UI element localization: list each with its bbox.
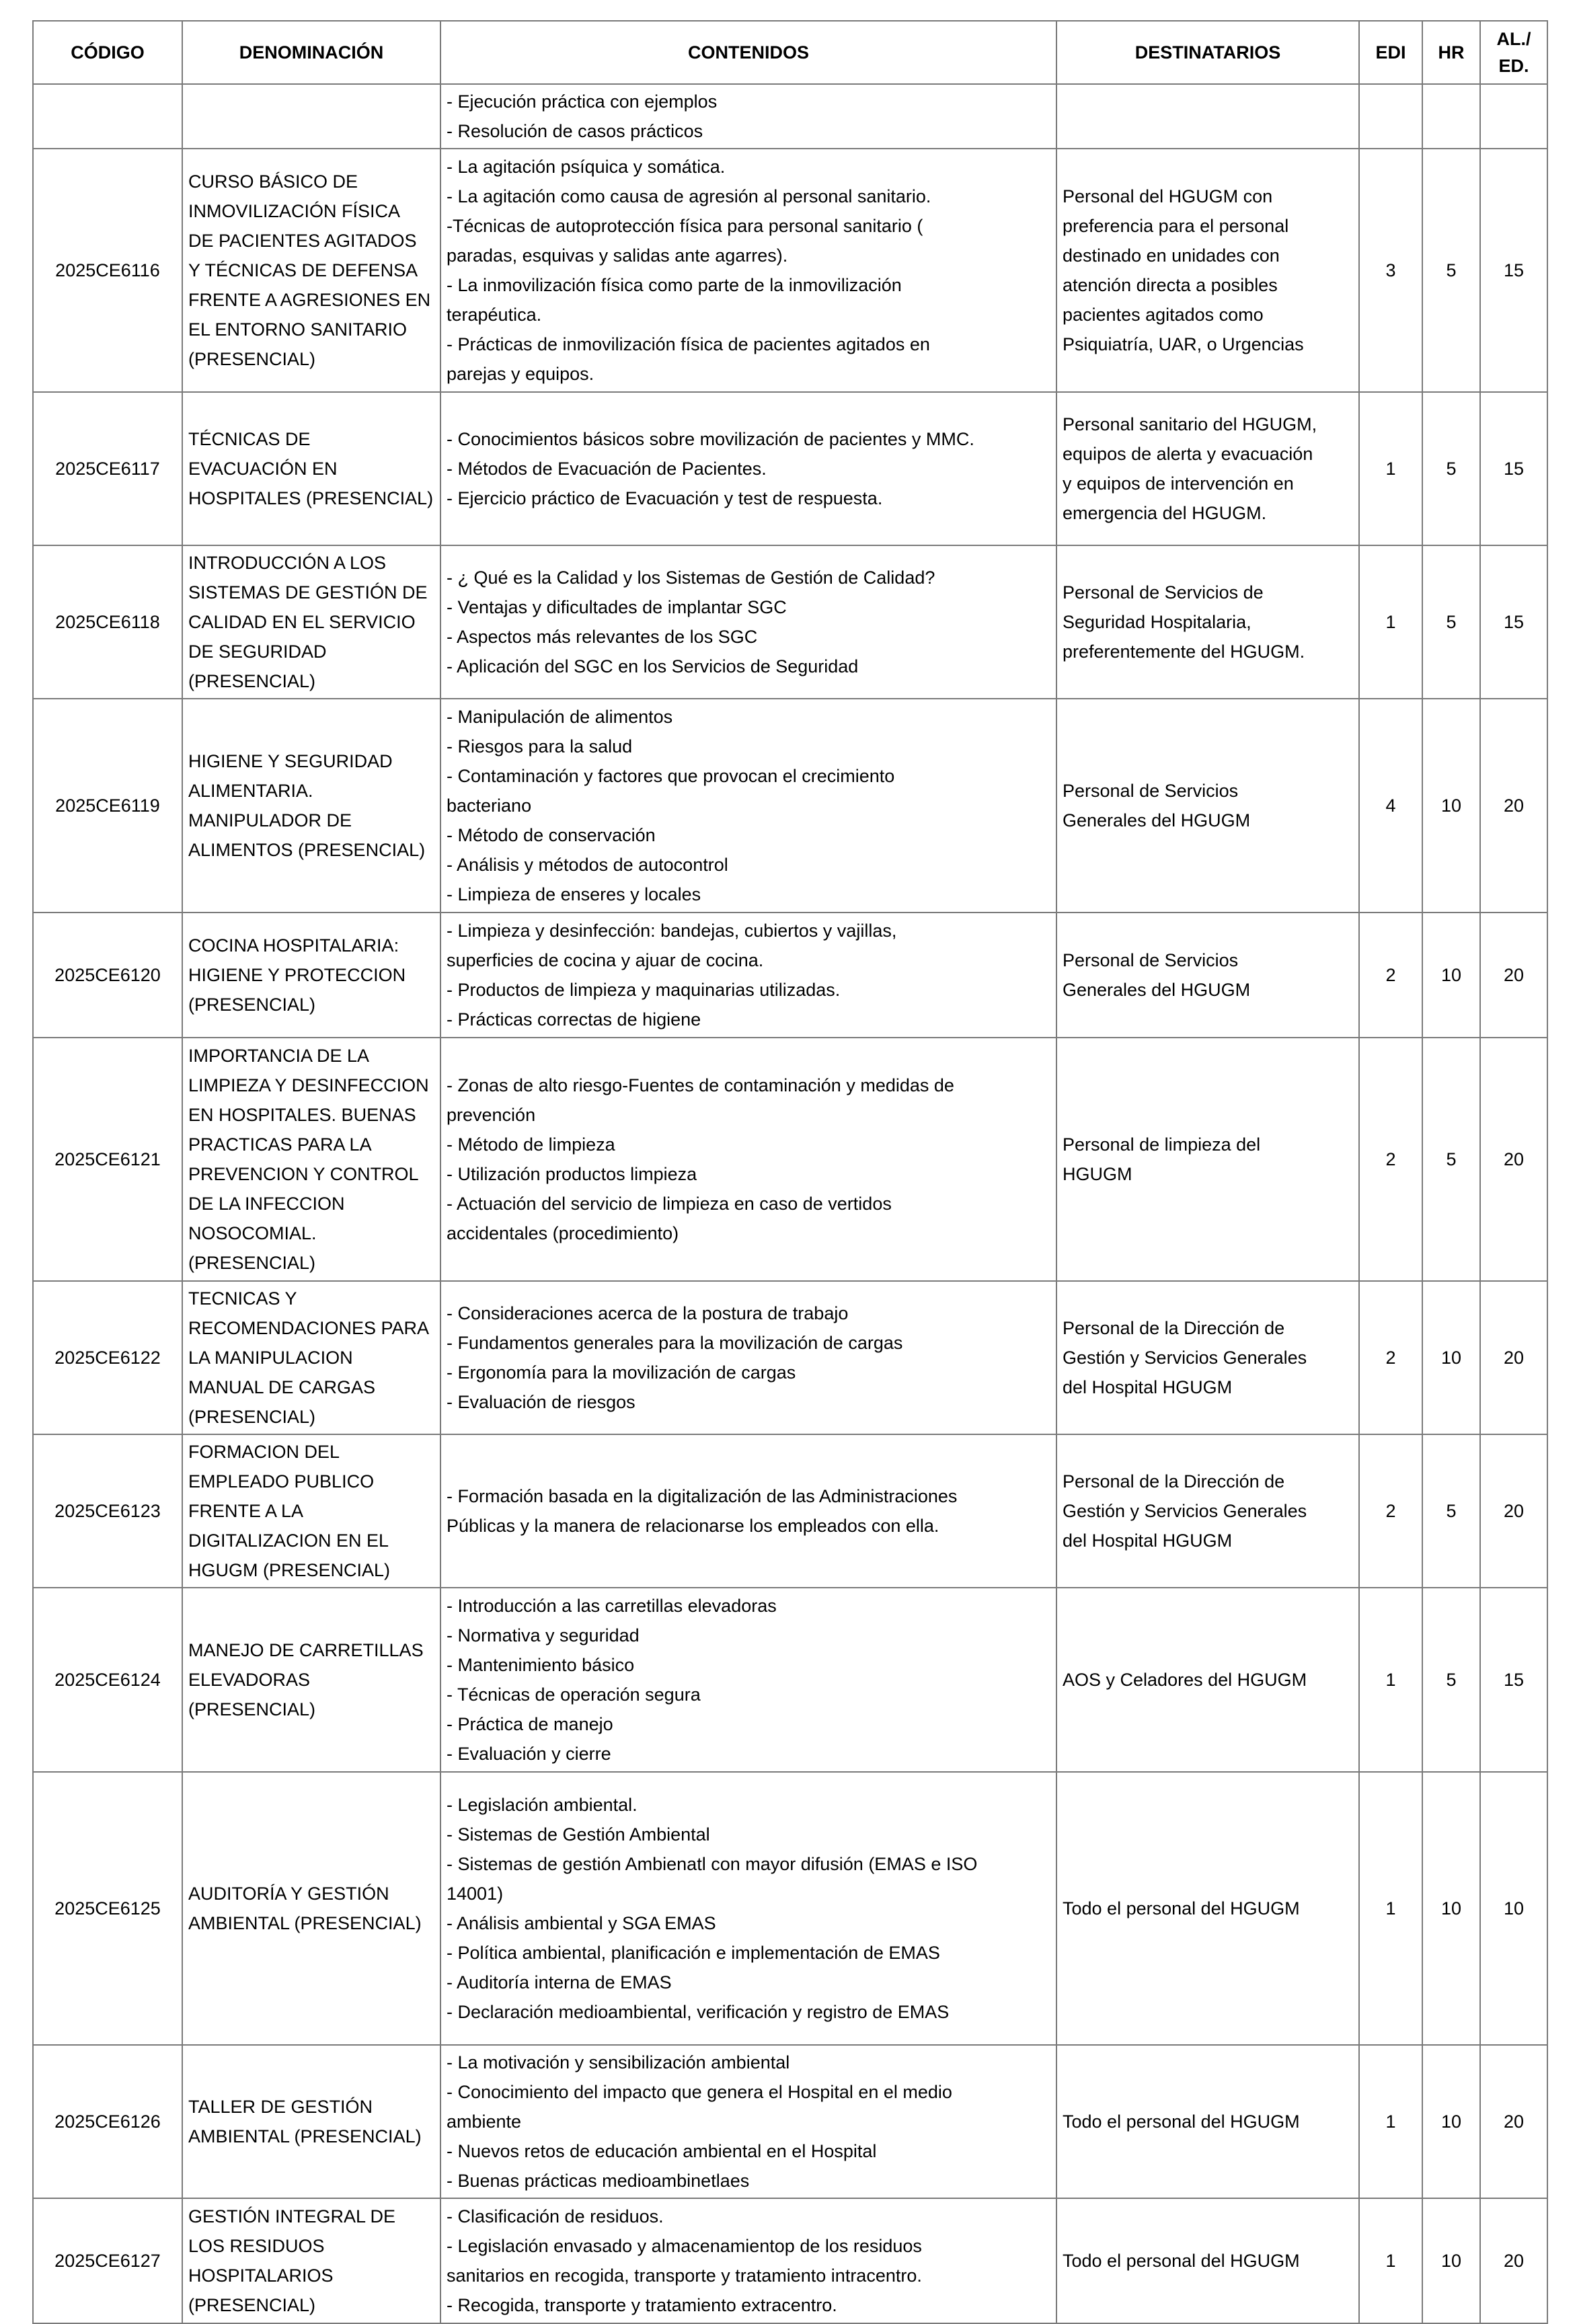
name-line: AUDITORÍA Y GESTIÓN <box>188 1884 389 1904</box>
name-line: (PRESENCIAL) <box>188 995 316 1015</box>
header-hr: HR <box>1422 21 1480 84</box>
name-line: AMBIENTAL (PRESENCIAL) <box>188 2126 422 2146</box>
cell-recipients <box>1056 1038 1359 1281</box>
content-line: - Formación basada en la digitalización de las Administraciones <box>447 1486 958 1506</box>
name-line: EN HOSPITALES. BUENAS <box>188 1105 416 1125</box>
name-line: LOS RESIDUOS <box>188 2236 325 2256</box>
cell-contents <box>440 1281 1056 1434</box>
content-line: - Análisis y métodos de autocontrol <box>447 855 728 875</box>
cell-contents <box>440 84 1056 149</box>
cell-al: 20 <box>1480 2198 1547 2323</box>
cell-al: 20 <box>1480 1038 1547 1281</box>
content-line: - Método de limpieza <box>447 1134 615 1155</box>
cell-hr: 10 <box>1422 699 1480 913</box>
cell-code: 2025CE6126 <box>33 2045 182 2198</box>
name-line: HIGIENE Y PROTECCION <box>188 965 406 985</box>
cell-contents <box>440 2045 1056 2198</box>
content-line: - Prácticas de inmovilización física de pacientes agitados en <box>447 334 930 354</box>
name-line: FORMACION DEL <box>188 1442 340 1462</box>
content-line: superficies de cocina y ajuar de cocina. <box>447 950 764 970</box>
header-recipients: DESTINATARIOS <box>1056 21 1359 84</box>
recipient-line: Todo el personal del HGUGM <box>1063 2112 1300 2132</box>
table-row <box>33 699 1547 913</box>
content-line: - Zonas de alto riesgo-Fuentes de contaminación y medidas de <box>447 1075 954 1095</box>
content-line: - Aplicación del SGC en los Servicios de Seguridad <box>447 656 859 676</box>
content-line: - Política ambiental, planificación e implementación de EMAS <box>447 1943 940 1963</box>
cell-contents <box>440 1772 1056 2045</box>
recipient-line: Generales del HGUGM <box>1063 810 1251 830</box>
cell-edi: 2 <box>1359 913 1422 1038</box>
name-line: FRENTE A LA <box>188 1501 304 1521</box>
content-line: - Ejecución práctica con ejemplos <box>447 91 718 112</box>
name-line: RECOMENDACIONES PARA <box>188 1318 430 1338</box>
recipient-line: y equipos de intervención en <box>1063 473 1294 494</box>
name-line: COCINA HOSPITALARIA: <box>188 935 399 956</box>
cell-hr: 10 <box>1422 2198 1480 2323</box>
recipient-line: Seguridad Hospitalaria, <box>1063 612 1251 632</box>
recipient-line: del Hospital HGUGM <box>1063 1531 1233 1551</box>
header-contents: CONTENIDOS <box>440 21 1056 84</box>
header-name: DENOMINACIÓN <box>182 21 440 84</box>
recipient-line: del Hospital HGUGM <box>1063 1377 1233 1397</box>
table-row <box>33 392 1547 545</box>
content-line: parejas y equipos. <box>447 364 594 384</box>
content-line: - Conocimiento del impacto que genera el Hospital en el medio <box>447 2082 952 2102</box>
content-line: accidentales (procedimiento) <box>447 1223 679 1243</box>
name-line: TÉCNICAS DE <box>188 429 311 449</box>
cell-hr: 5 <box>1422 1434 1480 1588</box>
cell-al: 15 <box>1480 545 1547 699</box>
content-line: - La agitación como causa de agresión al personal sanitario. <box>447 186 931 206</box>
content-line: - ¿ Qué es la Calidad y los Sistemas de Gestión de Calidad? <box>447 568 935 588</box>
name-line: CALIDAD EN EL SERVICIO <box>188 612 416 632</box>
table-row <box>33 149 1547 392</box>
cell-code: 2025CE6122 <box>33 1281 182 1434</box>
cell-edi: 2 <box>1359 1434 1422 1588</box>
name-line: (PRESENCIAL) <box>188 349 316 369</box>
content-line: - La motivación y sensibilización ambiental <box>447 2052 790 2073</box>
content-line: - Evaluación y cierre <box>447 1744 611 1764</box>
cell-al <box>1480 84 1547 149</box>
content-line: - Productos de limpieza y maquinarias utilizadas. <box>447 980 841 1000</box>
name-line: AMBIENTAL (PRESENCIAL) <box>188 1913 422 1933</box>
recipient-line: Personal de Servicios <box>1063 950 1239 970</box>
name-line: ALIMENTARIA. <box>188 781 313 801</box>
cell-recipients <box>1056 392 1359 545</box>
cell-al: 15 <box>1480 392 1547 545</box>
cell-name <box>182 699 440 913</box>
content-line: - Limpieza y desinfección: bandejas, cubiertos y vajillas, <box>447 921 897 941</box>
content-line: ambiente <box>447 2112 522 2132</box>
header-edi: EDI <box>1359 21 1422 84</box>
content-line: - Ventajas y dificultades de implantar SGC <box>447 597 787 617</box>
content-line: - Declaración medioambiental, verificación y registro de EMAS <box>447 2002 950 2022</box>
cell-contents <box>440 2198 1056 2323</box>
content-line: - Recogida, transporte y tratamiento extracentro. <box>447 2295 837 2315</box>
name-line: NOSOCOMIAL. <box>188 1223 317 1243</box>
header-al <box>1480 21 1547 84</box>
content-line: prevención <box>447 1105 536 1125</box>
cell-name <box>182 2045 440 2198</box>
cell-edi: 1 <box>1359 2198 1422 2323</box>
name-line: LIMPIEZA Y DESINFECCION <box>188 1075 429 1095</box>
name-line: ALIMENTOS (PRESENCIAL) <box>188 840 426 860</box>
table-row <box>33 913 1547 1038</box>
recipient-line: Gestión y Servicios Generales <box>1063 1501 1307 1521</box>
cell-hr: 5 <box>1422 545 1480 699</box>
name-line: IMPORTANCIA DE LA <box>188 1046 370 1066</box>
name-line: EVACUACIÓN EN <box>188 459 338 479</box>
cell-al: 20 <box>1480 1434 1547 1588</box>
cell-code <box>33 84 182 149</box>
recipient-line: Personal de Servicios de <box>1063 582 1264 603</box>
name-line: (PRESENCIAL) <box>188 2295 316 2315</box>
cell-recipients <box>1056 913 1359 1038</box>
cell-edi: 3 <box>1359 149 1422 392</box>
name-line: Y TÉCNICAS DE DEFENSA <box>188 260 418 280</box>
table-row-continuation <box>33 84 1547 149</box>
cell-contents <box>440 1588 1056 1772</box>
recipient-line: pacientes agitados como <box>1063 305 1264 325</box>
recipient-line: preferentemente del HGUGM. <box>1063 642 1305 662</box>
name-line: MANIPULADOR DE <box>188 810 352 830</box>
cell-hr: 5 <box>1422 1038 1480 1281</box>
recipient-line: Generales del HGUGM <box>1063 980 1251 1000</box>
content-line: - Práctica de manejo <box>447 1714 613 1734</box>
content-line: - Manipulación de alimentos <box>447 707 673 727</box>
name-line: INMOVILIZACIÓN FÍSICA <box>188 201 401 221</box>
recipient-line: Personal de Servicios <box>1063 781 1239 801</box>
cell-contents <box>440 1434 1056 1588</box>
cell-code: 2025CE6120 <box>33 913 182 1038</box>
cell-edi: 2 <box>1359 1281 1422 1434</box>
cell-code: 2025CE6123 <box>33 1434 182 1588</box>
table-row <box>33 1434 1547 1588</box>
name-line: ELEVADORAS <box>188 1670 311 1690</box>
cell-hr: 10 <box>1422 1281 1480 1434</box>
content-line: - Fundamentos generales para la movilización de cargas <box>447 1333 903 1353</box>
cell-al: 20 <box>1480 1281 1547 1434</box>
content-line: - Consideraciones acerca de la postura de trabajo <box>447 1303 849 1323</box>
cell-code: 2025CE6127 <box>33 2198 182 2323</box>
name-line: FRENTE A AGRESIONES EN <box>188 290 431 310</box>
recipient-line: preferencia para el personal <box>1063 216 1289 236</box>
name-line: MANUAL DE CARGAS <box>188 1377 376 1397</box>
recipient-line: AOS y Celadores del HGUGM <box>1063 1670 1307 1690</box>
name-line: (PRESENCIAL) <box>188 1699 316 1719</box>
cell-al: 20 <box>1480 913 1547 1038</box>
recipient-line: Personal del HGUGM con <box>1063 186 1273 206</box>
table-row <box>33 2045 1547 2198</box>
cell-edi: 1 <box>1359 392 1422 545</box>
cell-hr: 10 <box>1422 1772 1480 2045</box>
cell-edi: 1 <box>1359 1588 1422 1772</box>
cell-al: 20 <box>1480 2045 1547 2198</box>
name-line: DE PACIENTES AGITADOS <box>188 231 417 251</box>
content-line: - Introducción a las carretillas elevadoras <box>447 1596 777 1616</box>
header-al-line2: ED. <box>1498 56 1529 76</box>
content-line: - Análisis ambiental y SGA EMAS <box>447 1913 716 1933</box>
name-line: GESTIÓN INTEGRAL DE <box>188 2206 396 2226</box>
name-line: SISTEMAS DE GESTIÓN DE <box>188 582 428 603</box>
name-line: PREVENCION Y CONTROL <box>188 1164 419 1184</box>
recipient-line: Personal de la Dirección de <box>1063 1471 1285 1492</box>
content-line: - Sistemas de gestión Ambienatl con mayor difusión (EMAS e ISO <box>447 1854 978 1874</box>
cell-name <box>182 1281 440 1434</box>
content-line: - Contaminación y factores que provocan el crecimiento <box>447 766 895 786</box>
table-row <box>33 1038 1547 1281</box>
name-line: HGUGM (PRESENCIAL) <box>188 1560 391 1580</box>
content-line: paradas, esquivas y salidas ante agarres). <box>447 245 788 266</box>
content-line: - Buenas prácticas medioambinetlaes <box>447 2171 750 2191</box>
cell-edi: 1 <box>1359 2045 1422 2198</box>
recipient-line: Personal de la Dirección de <box>1063 1318 1285 1338</box>
cell-name <box>182 84 440 149</box>
cell-contents <box>440 149 1056 392</box>
cell-hr: 5 <box>1422 1588 1480 1772</box>
cell-recipients <box>1056 2045 1359 2198</box>
name-line: CURSO BÁSICO DE <box>188 171 358 192</box>
recipient-line: atención directa a posibles <box>1063 275 1278 295</box>
cell-hr: 5 <box>1422 149 1480 392</box>
name-line: MANEJO DE CARRETILLAS <box>188 1640 424 1660</box>
content-line: - Resolución de casos prácticos <box>447 121 703 141</box>
cell-contents <box>440 913 1056 1038</box>
cell-recipients <box>1056 1772 1359 2045</box>
recipient-line: HGUGM <box>1063 1164 1132 1184</box>
content-line: - Riesgos para la salud <box>447 736 633 757</box>
content-line: - Prácticas correctas de higiene <box>447 1009 701 1030</box>
cell-contents <box>440 545 1056 699</box>
content-line: - Evaluación de riesgos <box>447 1392 636 1412</box>
cell-hr <box>1422 84 1480 149</box>
cell-edi: 2 <box>1359 1038 1422 1281</box>
content-line: - Normativa y seguridad <box>447 1625 640 1645</box>
header-al-line1: AL./ <box>1496 29 1531 49</box>
name-line: HOSPITALARIOS <box>188 2265 334 2286</box>
cell-code: 2025CE6124 <box>33 1588 182 1772</box>
cell-name <box>182 149 440 392</box>
header-code: CÓDIGO <box>33 21 182 84</box>
cell-recipients <box>1056 1434 1359 1588</box>
name-line: INTRODUCCIÓN A LOS <box>188 553 387 573</box>
courses-table <box>32 20 1548 2324</box>
cell-name <box>182 545 440 699</box>
name-line: (PRESENCIAL) <box>188 1407 316 1427</box>
table-header-row <box>33 21 1547 84</box>
recipient-line: Personal de limpieza del <box>1063 1134 1261 1155</box>
recipient-line: Personal sanitario del HGUGM, <box>1063 414 1317 434</box>
table-row <box>33 1281 1547 1434</box>
content-line: - Actuación del servicio de limpieza en caso de vertidos <box>447 1194 892 1214</box>
content-line: terapéutica. <box>447 305 542 325</box>
content-line: - Métodos de Evacuación de Pacientes. <box>447 459 767 479</box>
content-line: - Ejercicio práctico de Evacuación y test de respuesta. <box>447 488 883 508</box>
cell-al: 15 <box>1480 149 1547 392</box>
name-line: DIGITALIZACION EN EL <box>188 1531 389 1551</box>
cell-recipients <box>1056 149 1359 392</box>
recipient-line: Todo el personal del HGUGM <box>1063 1898 1300 1919</box>
content-line: - Sistemas de Gestión Ambiental <box>447 1824 710 1845</box>
cell-al: 10 <box>1480 1772 1547 2045</box>
name-line: (PRESENCIAL) <box>188 671 316 691</box>
cell-recipients <box>1056 2198 1359 2323</box>
content-line: - La inmovilización física como parte de la inmovilización <box>447 275 902 295</box>
name-line: DE SEGURIDAD <box>188 642 327 662</box>
cell-code: 2025CE6125 <box>33 1772 182 2045</box>
content-line: - La agitación psíquica y somática. <box>447 157 726 177</box>
cell-recipients <box>1056 1281 1359 1434</box>
cell-recipients <box>1056 1588 1359 1772</box>
name-line: DE LA INFECCION <box>188 1194 345 1214</box>
name-line: HIGIENE Y SEGURIDAD <box>188 751 393 771</box>
name-line: TALLER DE GESTIÓN <box>188 2097 373 2117</box>
cell-al: 15 <box>1480 1588 1547 1772</box>
table-row <box>33 1588 1547 1772</box>
cell-edi: 1 <box>1359 1772 1422 2045</box>
recipient-line: Todo el personal del HGUGM <box>1063 2251 1300 2271</box>
cell-code: 2025CE6118 <box>33 545 182 699</box>
cell-contents <box>440 699 1056 913</box>
cell-code: 2025CE6119 <box>33 699 182 913</box>
cell-name <box>182 913 440 1038</box>
content-line: - Aspectos más relevantes de los SGC <box>447 627 758 647</box>
content-line: - Nuevos retos de educación ambiental en el Hospital <box>447 2141 877 2161</box>
name-line: EMPLEADO PUBLICO <box>188 1471 375 1492</box>
recipient-line: Psiquiatría, UAR, o Urgencias <box>1063 334 1304 354</box>
content-line: sanitarios en recogida, transporte y tratamiento intracentro. <box>447 2265 922 2286</box>
recipient-line: equipos de alerta y evacuación <box>1063 444 1313 464</box>
name-line: EL ENTORNO SANITARIO <box>188 319 408 340</box>
cell-hr: 10 <box>1422 913 1480 1038</box>
cell-name <box>182 392 440 545</box>
name-line: LA MANIPULACION <box>188 1348 353 1368</box>
cell-al: 20 <box>1480 699 1547 913</box>
cell-recipients <box>1056 699 1359 913</box>
cell-code: 2025CE6117 <box>33 392 182 545</box>
content-line: Públicas y la manera de relacionarse los empleados con ella. <box>447 1516 939 1536</box>
cell-edi <box>1359 84 1422 149</box>
content-line: - Mantenimiento básico <box>447 1655 635 1675</box>
content-line: 14001) <box>447 1884 504 1904</box>
table-row <box>33 2198 1547 2323</box>
cell-contents <box>440 392 1056 545</box>
name-line: HOSPITALES (PRESENCIAL) <box>188 488 434 508</box>
cell-hr: 10 <box>1422 2045 1480 2198</box>
cell-edi: 1 <box>1359 545 1422 699</box>
table-row <box>33 545 1547 699</box>
content-line: - Ergonomía para la movilización de cargas <box>447 1362 796 1383</box>
cell-recipients <box>1056 545 1359 699</box>
cell-edi: 4 <box>1359 699 1422 913</box>
content-line: - Utilización productos limpieza <box>447 1164 697 1184</box>
content-line: - Clasificación de residuos. <box>447 2206 664 2226</box>
name-line: PRACTICAS PARA LA <box>188 1134 372 1155</box>
cell-contents <box>440 1038 1056 1281</box>
cell-code: 2025CE6121 <box>33 1038 182 1281</box>
recipient-line: Gestión y Servicios Generales <box>1063 1348 1307 1368</box>
content-line: - Limpieza de enseres y locales <box>447 884 701 904</box>
cell-name <box>182 1772 440 2045</box>
name-line: (PRESENCIAL) <box>188 1253 316 1273</box>
cell-name <box>182 1588 440 1772</box>
cell-hr: 5 <box>1422 392 1480 545</box>
content-line: - Auditoría interna de EMAS <box>447 1972 672 1992</box>
content-line: - Método de conservación <box>447 825 656 845</box>
content-line: - Legislación envasado y almacenamientop de los residuos <box>447 2236 922 2256</box>
cell-name <box>182 2198 440 2323</box>
table-row <box>33 1772 1547 2045</box>
name-line: TECNICAS Y <box>188 1288 297 1309</box>
cell-name <box>182 1434 440 1588</box>
recipient-line: emergencia del HGUGM. <box>1063 503 1267 523</box>
cell-code: 2025CE6116 <box>33 149 182 392</box>
content-line: - Legislación ambiental. <box>447 1795 638 1815</box>
cell-recipients <box>1056 84 1359 149</box>
content-line: bacteriano <box>447 796 532 816</box>
content-line: -Técnicas de autoprotección física para personal sanitario ( <box>447 216 923 236</box>
recipient-line: destinado en unidades con <box>1063 245 1280 266</box>
content-line: - Técnicas de operación segura <box>447 1684 701 1705</box>
content-line: - Conocimientos básicos sobre movilización de pacientes y MMC. <box>447 429 974 449</box>
cell-name <box>182 1038 440 1281</box>
